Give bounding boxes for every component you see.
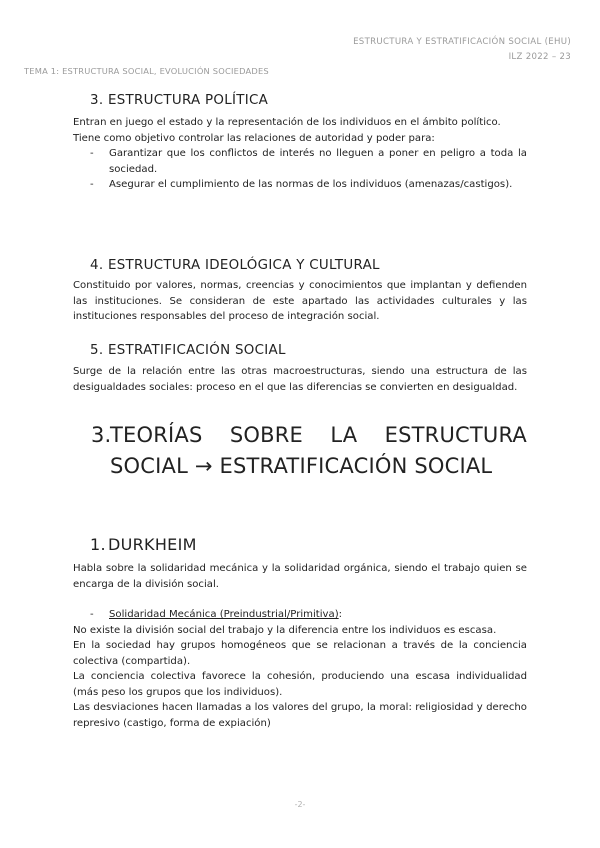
header-course: ESTRUCTURA Y ESTRATIFICACIÓN SOCIAL (EHU) xyxy=(353,37,571,47)
page-number: -2- xyxy=(294,800,306,809)
section-number: 1. xyxy=(90,535,106,554)
section-estructura-politica xyxy=(73,93,527,193)
paragraph: Tiene como objetivo controlar las relaciones de autoridad y poder para: xyxy=(73,132,435,144)
paragraph: La conciencia colectiva favorece la cohesión, produciendo una escasa individualidad (más peso los grupos que los individuos). xyxy=(73,671,527,698)
bullet-item: - Garantizar que los conflictos de interés no lleguen a poner en peligro a toda la sociedad. xyxy=(90,148,527,175)
paragraph: Surge de la relación entre las otras macroestructuras, siendo una estructura de las desigualdades sociales: proceso en el que las diferencias se convierten en desigualdad. xyxy=(73,366,527,393)
section-number: 4. xyxy=(90,258,104,273)
paragraph: En la sociedad hay grupos homogéneos que se relacionan a través de la conciencia colectiva (compartida). xyxy=(73,640,527,667)
bullet-item: - Solidaridad Mecánica (Preindustrial/Primitiva): xyxy=(90,609,343,620)
section-heading xyxy=(73,258,527,273)
section-estructura-ideologica xyxy=(73,258,527,325)
section-heading xyxy=(73,93,527,108)
section-title: ESTRATIFICACIÓN SOCIAL xyxy=(108,343,286,358)
section-heading xyxy=(73,535,527,554)
header-term: ILZ 2022 – 23 xyxy=(508,52,571,62)
paragraph: Entran en juego el estado y la representación de los individuos en el ámbito político. xyxy=(73,117,501,128)
section-estratificacion-social xyxy=(73,343,527,395)
section-title: ESTRUCTURA IDEOLÓGICA Y CULTURAL xyxy=(108,258,380,273)
bullet-item: - Asegurar el cumplimiento de las normas de los individuos (amenazas/castigos). xyxy=(90,179,513,190)
section-heading xyxy=(73,343,527,358)
section-title: DURKHEIM xyxy=(108,535,197,554)
paragraph: Constituido por valores, normas, creencias y conocimientos que implantan y defienden las instituciones. Se consideran de este apartado las actividades culturales y las instituciones responsables del proceso de integración social. xyxy=(73,280,527,322)
section-title: ESTRUCTURA POLÍTICA xyxy=(108,93,269,108)
chapter-heading: 3.TEORÍAS SOBRE LA ESTRUCTURA SOCIAL → ESTRATIFICACIÓN SOCIAL xyxy=(91,420,527,482)
paragraph: Habla sobre la solidaridad mecánica y la solidaridad orgánica, siendo el trabajo quien se encarga de la división social. xyxy=(73,563,527,590)
section-number: 3. xyxy=(90,93,104,108)
section-durkheim xyxy=(73,535,527,731)
section-number: 5. xyxy=(90,343,104,358)
chapter-number: 3. xyxy=(91,423,112,447)
paragraph: No existe la división social del trabajo y la diferencia entre los individuos es escasa. xyxy=(73,624,497,636)
paragraph: Las desviaciones hacen llamadas a los valores del grupo, la moral: religiosidad y derecho represivo (castigo, forma de expiación) xyxy=(73,702,527,729)
header-topic: TEMA 1: ESTRUCTURA SOCIAL, EVOLUCIÓN SOCIEDADES xyxy=(24,66,269,76)
